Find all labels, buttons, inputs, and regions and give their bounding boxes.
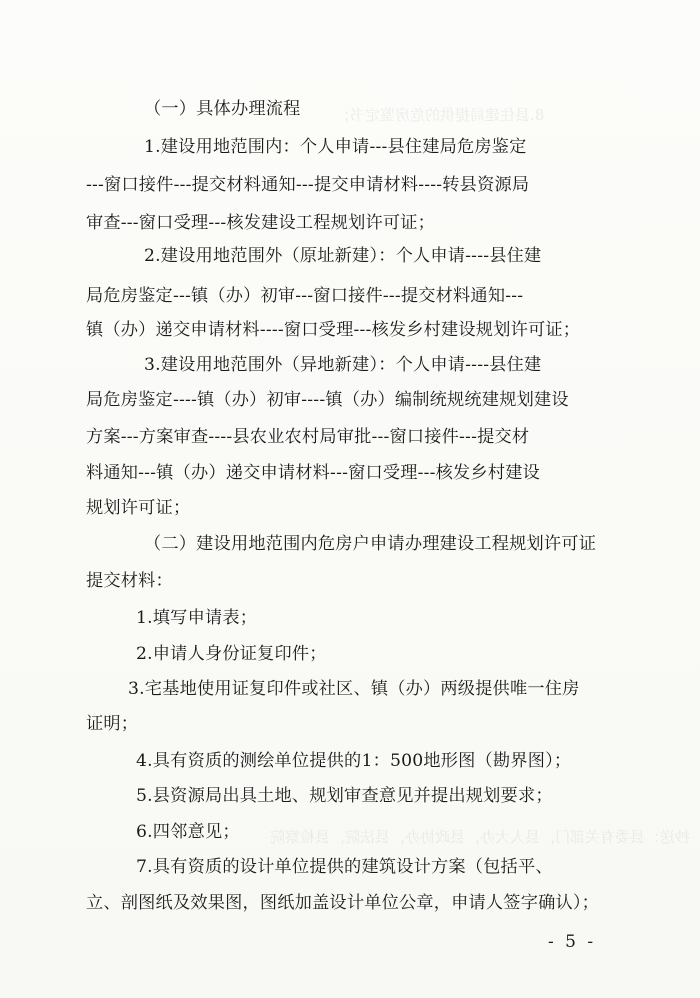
list-item: 2.申请人身份证复印件； [136,644,327,664]
section-heading: （二）建设用地范围内危房户申请办理建设工程规划许可证 [144,534,597,554]
list-item: 立、剖图纸及效果图，图纸加盖设计单位公章，申请人签字确认）； [86,893,600,913]
bleed-through-text: 8.县住建局提供的危房鉴定书； [335,106,545,124]
paragraph-line: 规划许可证； [86,498,191,518]
paragraph-line: 局危房鉴定---镇（办）初审---窗口接件---提交材料通知--- [86,286,524,306]
paragraph-line: 审查---窗口受理---核发建设工程规划许可证； [86,213,436,233]
list-item: 6.四邻意见； [136,822,240,842]
paragraph-line: 1.建设用地范围内：个人申请---县住建局危房鉴定 [144,137,527,157]
paragraph-line: 方案---方案审查----县农业农村局审批---窗口接件---提交材 [86,427,530,447]
paragraph-line: 镇（办）递交申请材料----窗口受理---核发乡村建设规划许可证； [86,320,581,340]
list-item: 4.具有资质的测绘单位提供的1：500地形图（勘界图）； [136,751,572,771]
bleed-through-text: 抄送：县委有关部门，县人大办，县政协办，县法院，县检察院 [270,828,691,846]
list-item: 证明； [86,714,139,734]
paragraph-line: 提交材料： [86,571,173,591]
paragraph-line: ---窗口接件---提交材料通知---提交申请材料----转县资源局 [86,175,530,195]
paragraph-line: 3.建设用地范围外（异地新建）：个人申请----县住建 [144,355,542,375]
list-item: 1.填写申请表； [136,608,258,628]
paragraph-line: 局危房鉴定----镇（办）初审----镇（办）编制统规统建规划建设 [86,390,569,410]
section-heading: （一）具体办理流程 [144,99,301,119]
list-item: 5.县资源局出具土地、规划审查意见并提出规划要求； [136,786,553,806]
page-number: - 5 - [548,932,597,952]
list-item: 7.具有资质的设计单位提供的建筑设计方案（包括平、 [136,857,553,877]
list-item: 3.宅基地使用证复印件或社区、镇（办）两级提供唯一住房 [128,679,580,699]
paragraph-line: 料通知---镇（办）递交申请材料---窗口受理---核发乡村建设 [86,463,540,483]
paragraph-line: 2.建设用地范围外（原址新建）：个人申请----县住建 [144,246,542,266]
